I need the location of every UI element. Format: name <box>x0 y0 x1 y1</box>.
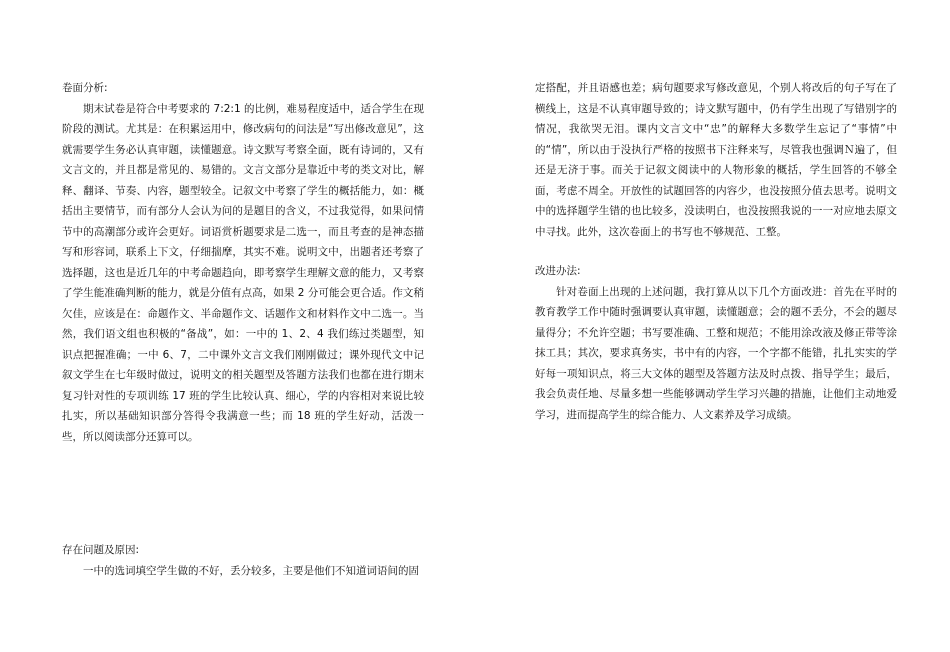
problems-section <box>62 540 424 581</box>
problems-paragraph: 一中的选词填空学生做的不好，丢分较多，主要是他们不知道词语间的固 <box>83 564 419 577</box>
improve-heading: 改进办法: <box>535 265 581 277</box>
right-column <box>535 78 897 242</box>
improve-paragraph: 针对卷面上出现的上述问题，我打算从以下几个方面改进：首先在平时的教育教学工作中随时强调要认真审题，读懂题意；会的题不丢分，不会的题尽量得分；不允许空题；书写要准确、工整和规范；不能用涂改液及修正带等涂抹工具；其次，要求真务实，书中有的内容，一个字都不能错，扎扎实实的学好每一项知识点，将三大文体的题型及答题方法及时点拨、指导学生；最后，我会负责任地、尽量多想一些能够调动学生学习兴趣的措施，让他们主动地爱学习，进而提高学生的综合能力、人文素养及学习成绩。 <box>535 285 897 421</box>
left-column <box>62 78 424 447</box>
continuation-paragraph: 定搭配，并且语感也差；病句题要求写修改意见，个别人将改后的句子写在了横线上，这是不认真审题导致的；诗文默写题中，仍有学生出现了写错别字的情况，我欲哭无泪。课内文言文中“忠”的解释大多数学生忘记了“事情”中的“情”，所以由于没执行严格的按照书下注释来写，尽管我也强调Ｎ遍了，但还是无济于事。而关于记叙文阅读中的人物形象的概括，学生回答的不够全面，考虑不周全。开放性的试题回答的内容少，也没按照分值去思考。说明文中的选择题学生错的也比较多，没读明白，也没按照我说的一一对应地去原文中寻找。此外，这次卷面上的书写也不够规范、工整。 <box>535 82 897 238</box>
problems-heading: 存在问题及原因: <box>62 544 140 556</box>
improve-section <box>535 261 897 425</box>
analysis-heading: 卷面分析: <box>62 82 108 94</box>
analysis-paragraph: 期末试卷是符合中考要求的 7:2:1 的比例，难易程度适中，适合学生在现阶段的测试。尤其是：在积累运用中，修改病句的问法是“写出修改意见”，这就需要学生务必认真审题，读懂题意。诗文默写考察全面，既有诗词的，又有文言文的，并且都是常见的、易错的。文言文部分是靠近中考的类文对比，解释、翻译、节奏、内容，题型较全。记叙文中考察了学生的概括能力，如：概括出主要情节，而有部分人会认为问的是题目的含义，不过我觉得，如果问情节中的高潮部分或许会更好。词语赏析题要求是二选一，而且考查的是神态描写和形容词，联系上下文，仔细揣摩，其实不难。说明文中，出题者还考察了选择题，这也是近几年的中考命题趋向，即考察学生理解文意的能力，又考察了学生能准确判断的能力，就是分值有点高，如果 2 分可能会更合适。作文稍欠佳，应该是在：命题作文、半命题作文、话题作文和材料作文中二选一。当然，我们语文组也积极的“备战”，如：一中的 1、2、4 我们练过类题型，知识点把握准确；一中 6、7，二中课外文言文我们刚刚做过；课外现代文中记叙文学生在七年级时做过，说明文的相关题型及答题方法我们也都在进行期末复习针对性的专项训练 17 班的学生比较认真、细心，学的内容相对来说比较扎实，所以基础知识部分答得令我满意一些；而 18 班的学生好动，活泼一些，所以阅读部分还算可以。 <box>62 102 424 443</box>
